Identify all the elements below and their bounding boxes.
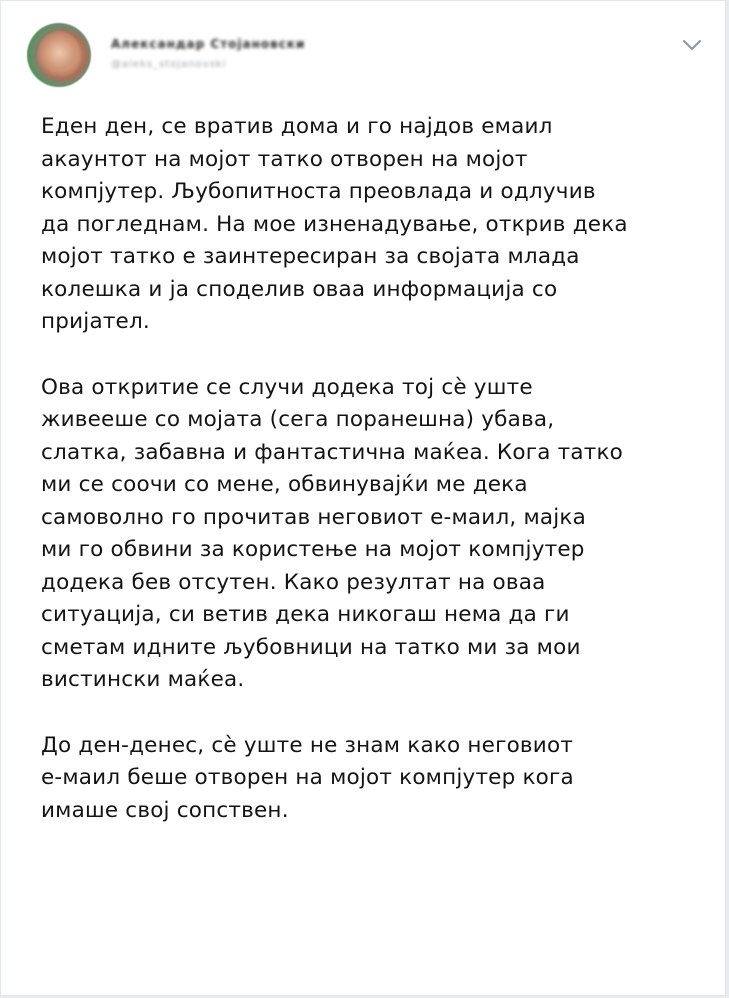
chevron-down-icon-svg [681,37,703,53]
tweet-paragraph-1: Еден ден, се вратив дома и го најдов емаил акаунтот на мојот татко отворен на мојот компјутер. Љубопитноста преовлада и одлучив да погледнам. На мое изненадување, открив дека мојот татко е заинтересиран за својата млада колешка и ја споделив оваа информација со пријател. [41,114,628,334]
tweet-header [1,1,727,101]
avatar[interactable] [27,23,91,87]
chevron-down-icon[interactable] [681,37,703,53]
tweet-paragraph-3: До ден-денес, сѐ уште не знам како неговиот е-маил беше отворен на мојот компјутер кога имаше свој сопствен. [41,732,574,823]
tweet-paragraph-2: Ова откритие се случи додека тој сѐ уште живееше со мојата (сега поранешна) убава, слатка, забавна и фантастична маќеа. Кога татко ми се соочи со мене, обвинувајќи ме дека самоволно го прочитав неговиот е-маил, мајка ми го обвини за користење на мојот компјутер додека бев отсутен. Како резултат на оваа ситуација, си ветив дека никогаш нема да ги сметам идните љубовници на татко ми за мои вистински маќеа. [41,374,624,692]
tweet-text [41,111,729,860]
author-handle[interactable]: @aleks_stojanovski [111,59,227,70]
author-name[interactable]: Александар Стојановски [111,37,306,51]
avatar-face [37,31,81,79]
